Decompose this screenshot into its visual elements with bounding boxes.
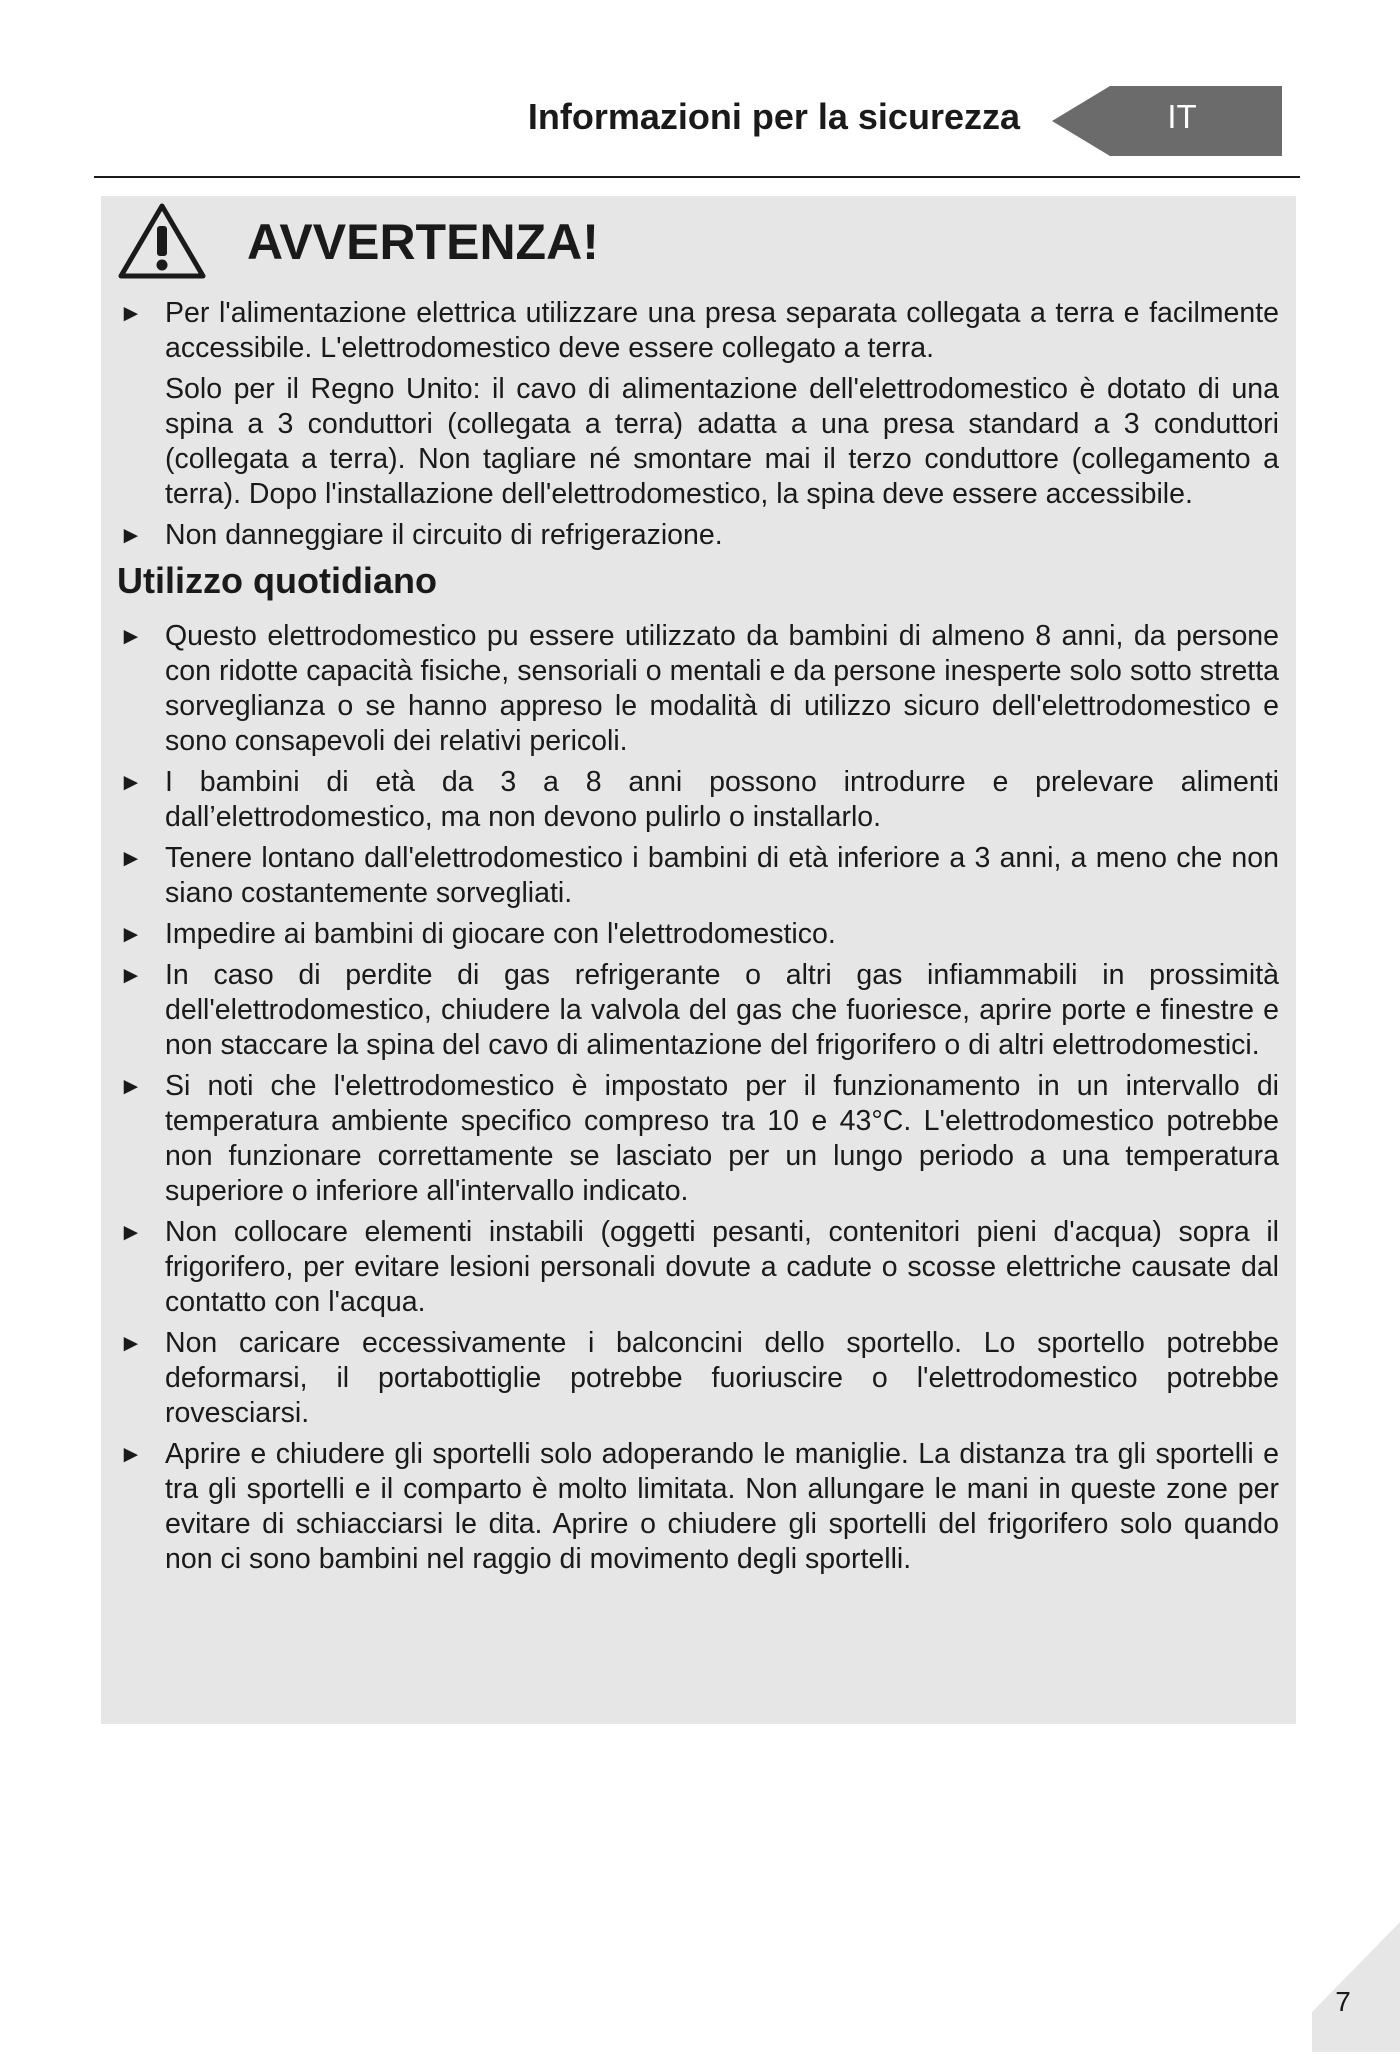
list-item-text: Per l'alimentazione elettrica utilizzare una presa separata collegata a terra e facilmente accessibile. L'elettrodomestico deve essere collegato a terra.: [165, 297, 1279, 364]
bullet-arrow-icon: ►: [119, 769, 143, 796]
list-item: [117, 1069, 1279, 1209]
list-item-text: In caso di perdite di gas refrigerante o altri gas infiammabili in prossimità dell'elettrodomestico, chiudere la valvola del gas che fuoriesce, aprire porte e finestre e non staccare la spina del cavo di alimentazione del frigorifero o di altri elettrodomestici.: [165, 959, 1279, 1061]
list-item-text: Non danneggiare il circuito di refrigerazione.: [165, 519, 723, 551]
language-code: IT: [1167, 98, 1197, 135]
bullet-arrow-icon: ►: [119, 1219, 143, 1246]
bullet-arrow-icon: ►: [119, 1330, 143, 1357]
header-divider: [94, 176, 1300, 178]
uk-note-paragraph: Solo per il Regno Unito: il cavo di alimentazione dell'elettrodomestico è dotato di una spina a 3 conduttori (collegata a terra) adatta a una presa standard a 3 conduttori (collegata a terra). Non tagliare né smontare mai il terzo conduttore (collegamento a terra). Dopo l'installazione dell'elettrodomestico, la spina deve essere accessibile.: [165, 373, 1279, 510]
page-number: 7: [1335, 1986, 1351, 2017]
list-item-text: Tenere lontano dall'elettrodomestico i bambini di età inferiore a 3 anni, a meno che non siano costantemente sorvegliati.: [165, 842, 1279, 909]
bullet-arrow-icon: ►: [119, 1441, 143, 1468]
warning-header: [117, 196, 1287, 306]
bullet-arrow-icon: ►: [119, 522, 143, 549]
list-item: [117, 765, 1279, 835]
list-item-text: Aprire e chiudere gli sportelli solo adoperando le maniglie. La distanza tra gli sportelli e tra gli sportelli e il comparto è molto limitata. Non allungare le mani in queste zone per evitare di schiacciarsi le dita. Aprire o chiudere gli sportelli del frigorifero solo quando non ci sono bambini nel raggio di movimento degli sportelli.: [165, 1438, 1279, 1575]
list-item: [117, 1326, 1279, 1431]
list-item-text: Impedire ai bambini di giocare con l'elettrodomestico.: [165, 918, 836, 950]
bullet-arrow-icon: ►: [119, 300, 143, 327]
list-item-text: I bambini di età da 3 a 8 anni possono introdurre e prelevare alimenti dall’elettrodomestico, ma non devono pulirlo o installarlo.: [165, 766, 1279, 833]
panel-content: [117, 296, 1279, 1583]
language-tab: [1052, 86, 1282, 156]
bullet-arrow-icon: ►: [119, 623, 143, 650]
bullet-arrow-icon: ►: [119, 921, 143, 948]
list-item-text: Si noti che l'elettrodomestico è impostato per il funzionamento in un intervallo di temperatura ambiente specifico compreso tra 10 e 43°C. L'elettrodomestico potrebbe non funzionare correttamente se lasciato per un lungo periodo a una temperatura superiore o inferiore all'intervallo indicato.: [165, 1070, 1279, 1207]
list-item: [117, 619, 1279, 759]
warning-triangle-icon: [117, 200, 207, 282]
list-item: [117, 1215, 1279, 1320]
bullet-arrow-icon: ►: [119, 1073, 143, 1100]
list-item: [117, 958, 1279, 1063]
list-item: [117, 841, 1279, 911]
list-item-text: Questo elettrodomestico pu essere utilizzato da bambini di almeno 8 anni, da persone con ridotte capacità fisiche, sensoriali o mentali e da persone inesperte solo sotto stretta sorveglianza o se hanno appreso le modalità di utilizzo sicuro dell'elettrodomestico e sono consapevoli dei relativi pericoli.: [165, 620, 1279, 757]
bullet-arrow-icon: ►: [119, 962, 143, 989]
safety-panel: [101, 196, 1296, 1724]
list-item: [117, 518, 1279, 553]
list-item-text: Non caricare eccessivamente i balconcini dello sportello. Lo sportello potrebbe deformarsi, il portabottiglie potrebbe fuoriuscire o l'elettrodomestico potrebbe rovesciarsi.: [165, 1327, 1279, 1429]
list-item: [117, 296, 1279, 366]
section-heading-daily-use: Utilizzo quotidiano: [117, 560, 437, 601]
bullet-arrow-icon: ►: [119, 845, 143, 872]
page-header-title: Informazioni per la sicurezza: [527, 96, 1020, 137]
list-item-text: Non collocare elementi instabili (oggetti pesanti, contenitori pieni d'acqua) sopra il frigorifero, per evitare lesioni personali dovute a cadute o scosse elettriche causate dal contatto con l'acqua.: [165, 1216, 1279, 1318]
warning-title: AVVERTENZA!: [247, 214, 599, 270]
list-item: [117, 1437, 1279, 1577]
list-item: [117, 917, 1279, 952]
